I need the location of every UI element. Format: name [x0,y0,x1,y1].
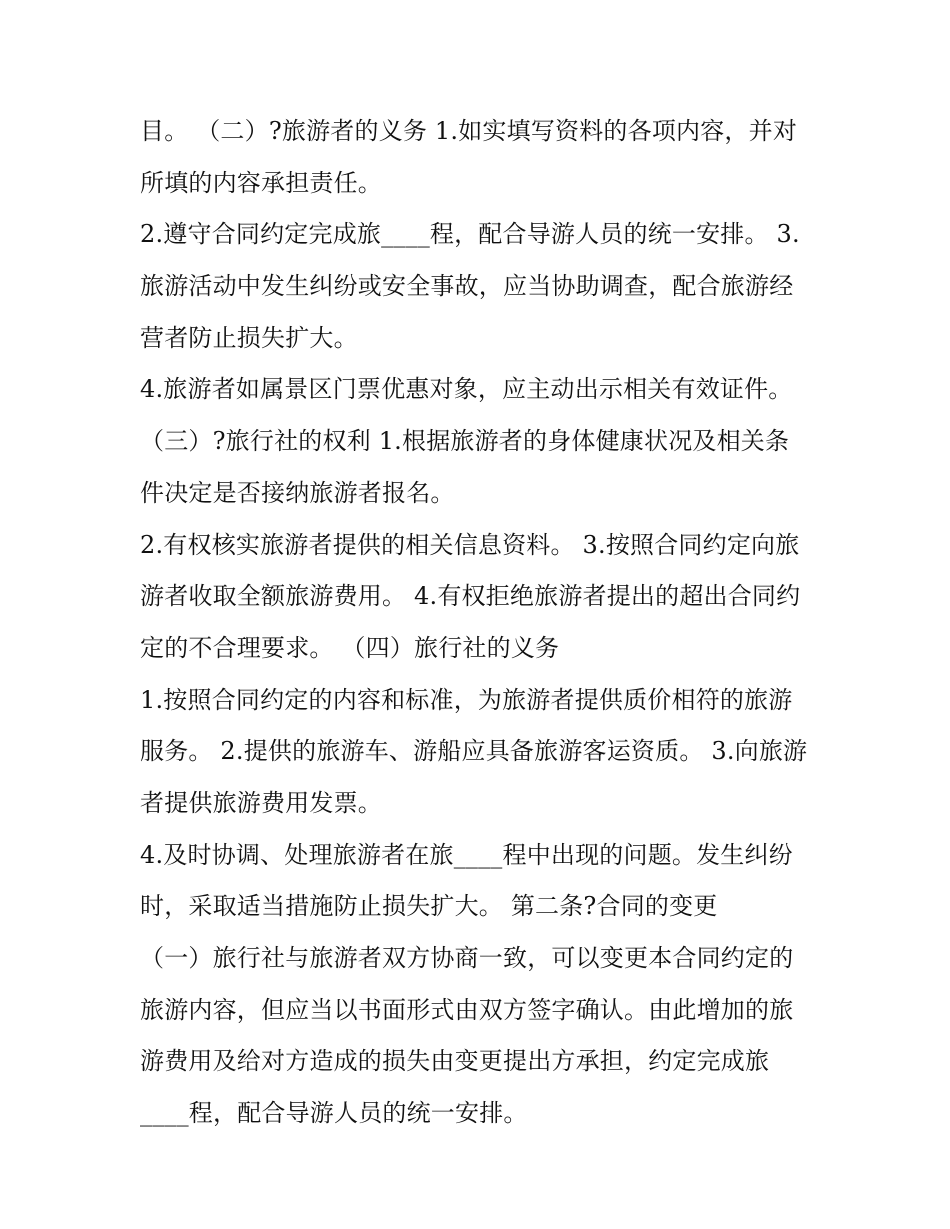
text-line: 2.遵守合同约定完成旅____程，配合导游人员的统一安排。 3. [140,220,800,249]
text-line: 旅游内容，但应当以书面形式由双方签字确认。由此增加的旅 [140,995,794,1024]
text-line: 营者防止损失扩大。 [140,323,358,352]
text-line: （一）旅行社与旅游者双方协商一致，可以变更本合同约定的 [140,944,794,972]
text-line: 者提供旅游费用发票。 [140,788,382,817]
text-line: ____程，配合导游人员的统一安排。 [140,1099,528,1128]
text-line: 目。 （二）?旅游者的义务 1.如实填写资料的各项内容，并对 [140,117,798,145]
text-line: 游费用及给对方造成的损失由变更提出方承担，约定完成旅 [140,1047,770,1076]
text-line: 旅游活动中发生纠纷或安全事故，应当协助调查，配合旅游经 [140,272,794,301]
text-line: 定的不合理要求。 （四）旅行社的义务 [140,633,560,662]
text-line: 所填的内容承担责任。 [140,168,382,197]
text-line: 时，采取适当措施防止损失扩大。 第二条?合同的变更 [140,892,718,921]
text-line: （三）?旅行社的权利 1.根据旅游者的身体健康状况及相关条 [140,427,790,456]
text-line: 4.旅游者如属景区门票优惠对象，应主动出示相关有效证件。 [140,375,793,404]
document-body [140,106,820,1140]
text-line: 件决定是否接纳旅游者报名。 [140,478,455,507]
text-line: 2.有权核实旅游者提供的相关信息资料。 3.按照合同约定向旅 [140,530,800,559]
text-line: 服务。 2.提供的旅游车、游船应具备旅游客运资质。 3.向旅游 [140,737,808,766]
text-line: 游者收取全额旅游费用。 4.有权拒绝旅游者提出的超出合同约 [140,582,801,611]
text-line: 1.按照合同约定的内容和标准，为旅游者提供质价相符的旅游 [140,685,793,714]
text-line: 4.及时协调、处理旅游者在旅____程中出现的问题。发生纠纷 [140,840,793,869]
